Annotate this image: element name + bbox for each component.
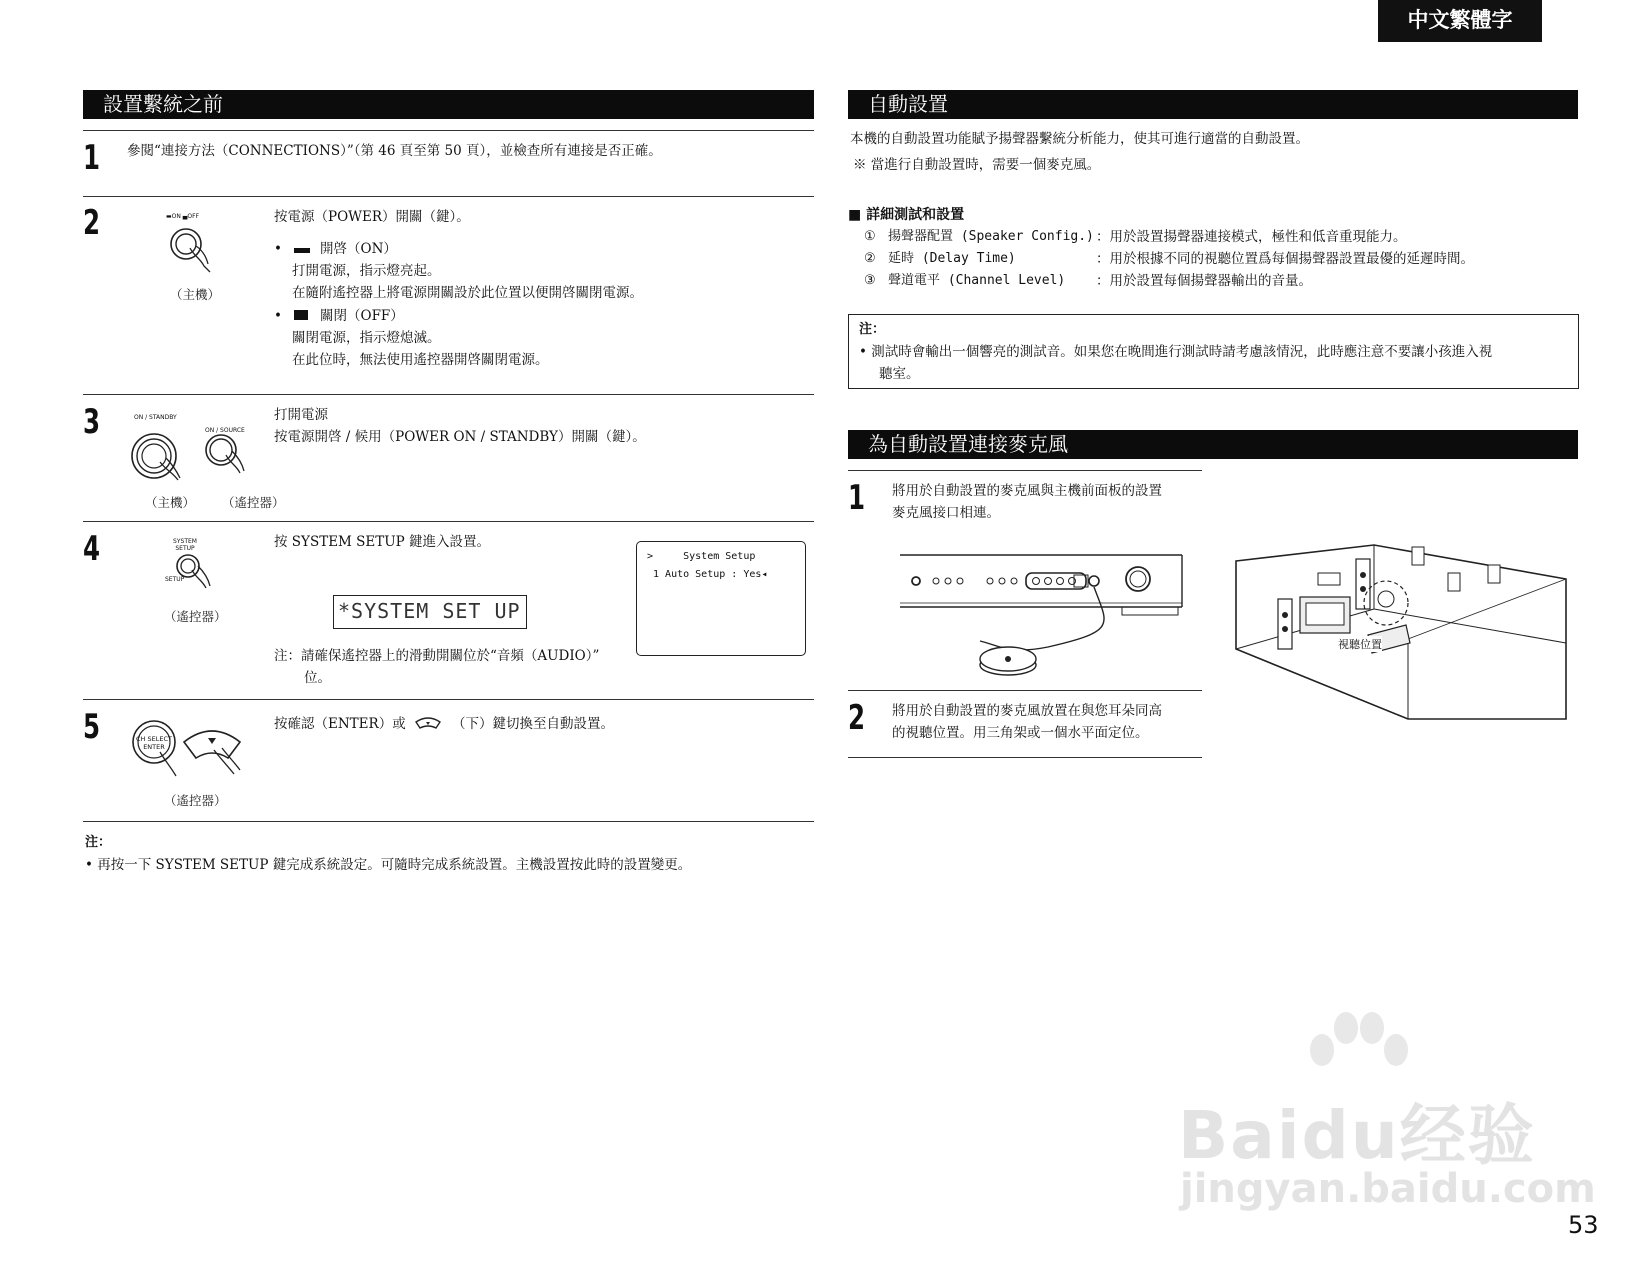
- divider: [83, 196, 814, 197]
- on-standby-button-icon: [130, 432, 200, 492]
- mic-step-2-line-1: 將用於自動設置的麥克風放置在與您耳朵同高: [892, 703, 1162, 719]
- divider: [83, 521, 814, 522]
- section-title-before-setup: 設置繫統之前: [83, 90, 814, 119]
- bullet: •: [274, 308, 282, 324]
- bullet: •: [274, 241, 282, 257]
- divider: [848, 757, 1202, 758]
- listening-room-illustration: [1236, 543, 1572, 723]
- list-item-num: ②: [864, 251, 876, 266]
- step-3-line-2: 按電源開啓 / 候用（POWER ON / STANDBY）開關（鍵）。: [274, 429, 646, 445]
- note-text: • 再按一下 SYSTEM SETUP 鍵完成系統設定。可隨時完成系統設置。主機設置按此時的設置變更。: [85, 857, 692, 873]
- list-item-label: 延時 (Delay Time): [888, 251, 1016, 266]
- caption-remote: （遙控器）: [222, 495, 285, 510]
- note-box-line-2: 聽室。: [879, 366, 920, 382]
- step-number-2: 2: [83, 203, 101, 243]
- step-2-text: 按電源（POWER）開關（鍵）。: [274, 209, 470, 225]
- step-5-text-b: （下）鍵切換至自動設置。: [452, 716, 614, 732]
- step-number-4: 4: [83, 529, 101, 569]
- on-line-2: 在隨附遙控器上將電源開關設於此位置以便開啓關閉電源。: [292, 285, 643, 301]
- system-setup-label: SYSTEM SETUP: [173, 538, 197, 552]
- power-switch-label: ▬ON ▄OFF: [166, 213, 200, 220]
- on-source-button-icon: [204, 433, 264, 483]
- switch-on-icon: [294, 248, 310, 253]
- on-source-label: ON / SOURCE: [205, 427, 245, 434]
- step-3-line-1: 打開電源: [274, 407, 328, 423]
- list-item-num: ①: [864, 229, 876, 244]
- section-title-auto-setup: 自動設置: [848, 90, 1578, 119]
- list-item-label: 聲道電平 (Channel Level): [888, 273, 1066, 288]
- mic-step-number-1: 1: [848, 478, 866, 518]
- step-1-text: 參閱“連接方法（CONNECTIONS）”（第 46 頁至第 50 頁），並檢查所有連接是否正確。: [127, 143, 662, 159]
- ch-select-enter-label: CH SELECT ENTER: [136, 735, 172, 751]
- mic-step-1-line-1: 將用於自動設置的麥克風與主機前面板的設置: [892, 483, 1162, 499]
- power-button-press-icon: [168, 228, 228, 278]
- paw-icon: [1300, 1010, 1410, 1100]
- divider: [848, 690, 1202, 691]
- mic-step-2-line-2: 的視聽位置。用三角架或一個水平面定位。: [892, 725, 1149, 741]
- divider: [83, 699, 814, 700]
- off-label: 關閉（OFF）: [320, 308, 404, 324]
- caption-remote: （遙控器）: [164, 609, 227, 624]
- intro-line-1: 本機的自動設置功能賦予揚聲器繫統分析能力，使其可進行適當的自動設置。: [850, 131, 1309, 147]
- list-item-label: 揚聲器配置 (Speaker Config.): [888, 229, 1094, 244]
- on-standby-label: ON / STANDBY: [134, 414, 177, 421]
- on-label: 開啓（ON）: [320, 241, 397, 257]
- enter-and-down-button-icon: [130, 718, 260, 790]
- osd-line-2: 1 Auto Setup : Yes◂: [647, 569, 768, 580]
- off-line-2: 在此位時，無法使用遙控器開啓關閉電源。: [292, 352, 549, 368]
- step-number-3: 3: [83, 402, 101, 442]
- note-title: 注：: [85, 835, 112, 850]
- step-4-note-line-1: 注：請確保遙控器上的滑動開關位於“音頻（AUDIO）”: [274, 648, 600, 664]
- divider: [83, 821, 814, 822]
- language-tab: 中文繁體字: [1378, 0, 1542, 42]
- list-item-desc: ：用於根據不同的視聽位置爲每個揚聲器設置最優的延遲時間。: [1096, 251, 1474, 267]
- off-line-1: 關閉電源，指示燈熄滅。: [292, 330, 441, 346]
- step-4-text: 按 SYSTEM SETUP 鍵進入設置。: [274, 534, 491, 550]
- step-4-note-line-2: 位。: [304, 670, 331, 686]
- intro-line-2: ※ 當進行自動設置時，需要一個麥克風。: [853, 157, 1101, 173]
- osd-line-1: > System Setup: [647, 551, 756, 562]
- step-number-5: 5: [83, 707, 101, 747]
- divider: [83, 394, 814, 395]
- caption-main-unit: （主機）: [170, 287, 221, 302]
- watermark-brand: Baidu经验: [1178, 1097, 1536, 1174]
- watermark-url: jingyan.baidu.com: [1180, 1166, 1596, 1212]
- note-box: [848, 314, 1579, 389]
- note-box-line-1: • 測試時會輸出一個響亮的測試音。如果您在晚間進行測試時請考慮該情況，此時應注意不要讓小孩進入視: [859, 344, 1493, 360]
- divider: [83, 130, 814, 131]
- list-item-desc: ：用於設置每個揚聲器輸出的音量。: [1096, 273, 1312, 289]
- setup-side-label: SETUP: [165, 576, 185, 583]
- divider: [848, 470, 1202, 471]
- mic-step-1-line-2: 麥克風接口相連。: [892, 505, 1000, 521]
- detail-title: ■ 詳細測試和設置: [848, 207, 965, 223]
- on-screen-display: [636, 541, 806, 656]
- section-title-connect-mic: 為自動設置連接麥克風: [848, 430, 1578, 459]
- receiver-mic-illustration: [898, 555, 1198, 675]
- step-number-1: 1: [83, 138, 101, 178]
- mic-step-number-2: 2: [848, 698, 866, 738]
- caption-remote: （遙控器）: [164, 793, 227, 808]
- on-line-1: 打開電源，指示燈亮起。: [292, 263, 441, 279]
- down-key-icon: [414, 716, 444, 732]
- front-display-lcd: *SYSTEM SET UP: [333, 595, 527, 629]
- caption-main-unit: （主機）: [145, 495, 196, 510]
- list-item-desc: ：用於設置揚聲器連接模式，極性和低音重現能力。: [1096, 229, 1407, 245]
- listening-position-label: 視聽位置: [1338, 638, 1382, 651]
- list-item-num: ③: [864, 273, 876, 288]
- note-box-title: 注：: [859, 322, 886, 337]
- switch-off-icon: [294, 310, 308, 320]
- page-number: 53: [1568, 1211, 1599, 1239]
- step-5-text-a: 按確認（ENTER）或: [274, 716, 406, 732]
